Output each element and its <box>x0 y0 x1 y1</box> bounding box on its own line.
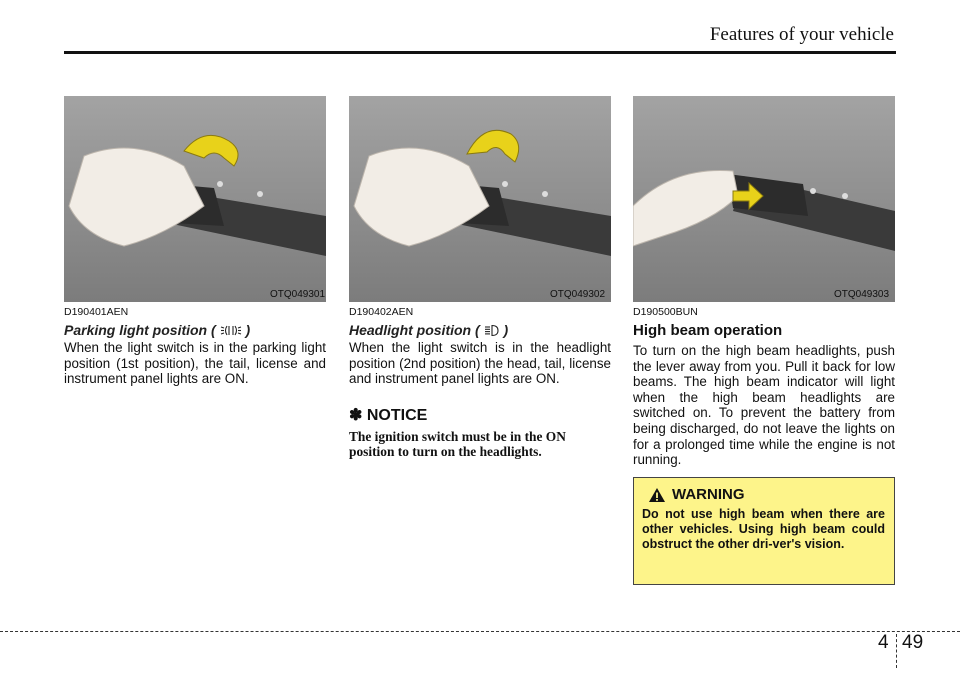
notice-title: ✽ NOTICE <box>349 406 428 424</box>
figure-code: OTQ049302 <box>550 289 606 300</box>
header-title: Features of your vehicle <box>709 24 894 45</box>
page-number: 49 <box>902 632 924 653</box>
header-rule <box>64 51 896 54</box>
figure-parking-light <box>64 96 326 302</box>
figure-headlight <box>349 96 611 302</box>
warning-body: Do not use high beam when there are other vehicles. Using high beam could obstruct the other dri-ver's vision. <box>642 507 885 551</box>
section-code: D190401AEN <box>64 306 129 318</box>
section-headlight <box>349 306 611 460</box>
section-body: When the light switch is in the headlight position (2nd position) the head, tail, license and instrument panel lights are ON. <box>349 340 611 387</box>
section-body: When the light switch is in the parking light position (1st position), the tail, license and instrument panel lights are ON. <box>64 340 326 387</box>
footer-rule <box>0 631 960 632</box>
heading-prefix: Headlight position ( <box>349 322 480 338</box>
heading-suffix: ) <box>245 322 251 338</box>
notice-body: The ignition switch must be in the ON position to turn on the headlights. <box>349 428 566 460</box>
figure-code: OTQ049303 <box>834 289 890 300</box>
section-parking-light <box>64 306 326 387</box>
page-divider <box>896 634 897 668</box>
warning-icon <box>648 487 666 503</box>
heading-prefix: Parking light position ( <box>64 322 216 338</box>
section-heading: High beam operation <box>633 322 783 339</box>
section-heading <box>349 322 611 338</box>
headlight-icon <box>484 324 500 337</box>
figure-code: OTQ049301 <box>270 289 326 300</box>
parking-light-icon <box>220 324 242 337</box>
section-code: D190402AEN <box>349 306 414 318</box>
figure-high-beam <box>633 96 895 302</box>
section-heading <box>64 322 326 338</box>
heading-suffix: ) <box>503 322 509 338</box>
warning-box <box>633 477 895 585</box>
warning-title: WARNING <box>672 486 745 503</box>
chapter-number: 4 <box>878 632 889 653</box>
warning-header <box>648 486 885 503</box>
section-code: D190500BUN <box>633 306 698 318</box>
section-body: To turn on the high beam headlights, push the lever away from you. Pull it back for low beams. The high beam indicator will light when the high beam headlights are switched on. To prevent the battery from being discharged, do not leave the lights on for a prolonged time while the engine is not running. <box>633 343 895 468</box>
section-high-beam <box>633 306 895 468</box>
